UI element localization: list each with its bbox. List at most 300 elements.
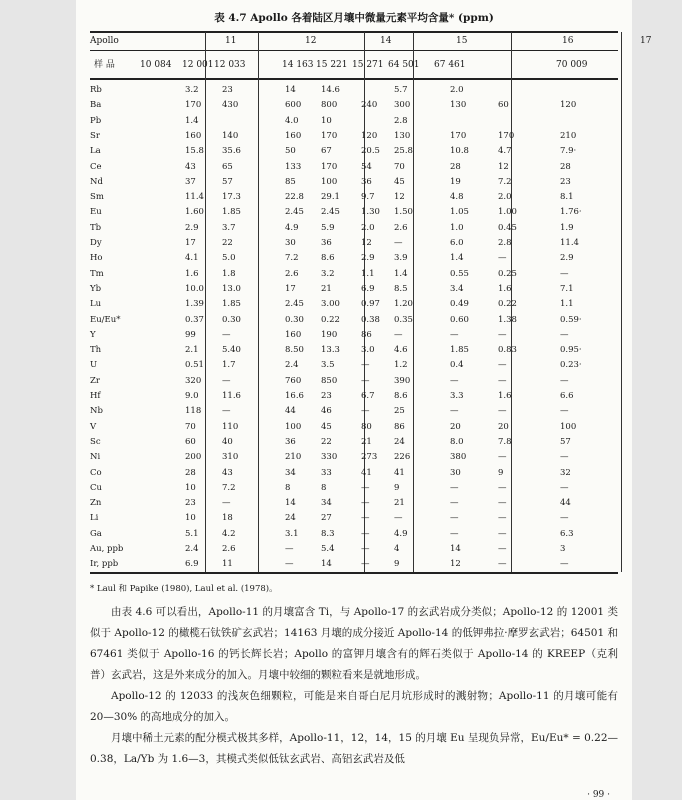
table-cell: 0.55	[450, 268, 469, 279]
table-cell: 18	[222, 513, 233, 524]
element-label: La	[90, 146, 101, 157]
header-sample: 67 461	[434, 60, 466, 70]
table-cell: 7.2	[222, 482, 236, 493]
table-cell: 1.05	[450, 207, 469, 218]
table-cell: —	[361, 513, 370, 524]
table-cell: 4.2	[222, 528, 236, 539]
table-cell: 2.9	[185, 222, 199, 233]
element-label: Hf	[90, 391, 101, 401]
table-cell: —	[450, 375, 459, 386]
element-label: Ho	[90, 253, 103, 264]
table-cell: 12	[394, 192, 405, 203]
table-cell: 50	[285, 146, 296, 157]
table-cell: —	[222, 375, 231, 386]
table-cell: 0.30	[222, 314, 241, 325]
table-cell: 28	[185, 467, 196, 478]
element-label: Eu/Eu*	[90, 314, 121, 325]
table-cell: 160	[185, 130, 202, 141]
table-cell: 4.9	[394, 528, 408, 539]
table-cell: 12	[361, 238, 372, 248]
table-cell: 24	[394, 436, 405, 447]
table-cell: 23	[185, 498, 196, 509]
table-cell: 13.3	[321, 345, 340, 356]
table-cell: 70	[394, 161, 405, 172]
table-cell: 99	[185, 329, 196, 340]
table-cell: —	[498, 528, 507, 539]
table-cell: 14	[321, 559, 332, 570]
element-label: Pb	[90, 115, 102, 126]
table-cell: 273	[361, 452, 378, 463]
table-cell: —	[450, 513, 459, 524]
table-cell: 0.35	[394, 314, 413, 325]
table-cell: 1.38	[498, 314, 517, 325]
table-cell: 20	[450, 421, 461, 432]
table-cell: 2.45	[285, 207, 304, 218]
element-label: Co	[90, 467, 102, 478]
element-label: Sc	[90, 436, 101, 447]
table-cell: 23	[321, 391, 332, 401]
table-cell: 4.7	[498, 146, 512, 157]
table-cell: 14	[285, 498, 296, 509]
table-cell: 1.4	[185, 115, 199, 126]
header-mission: 12	[305, 36, 317, 46]
table-cell: 2.8	[498, 238, 512, 248]
table-cell: 2.6	[222, 544, 236, 554]
table-cell: 35.6	[222, 146, 241, 157]
table-cell: 133	[285, 161, 302, 172]
table-cell: 45	[394, 176, 405, 187]
element-label: Yb	[90, 283, 102, 294]
table-cell: 1.8	[222, 268, 236, 279]
col-divider	[258, 32, 259, 572]
element-label: Dy	[90, 238, 102, 248]
table-cell: 33	[321, 467, 332, 478]
table-cell: 37	[185, 176, 196, 187]
table-cell: 1.1	[361, 268, 375, 279]
table-cell: 120	[361, 130, 378, 141]
table-cell: —	[560, 513, 569, 524]
table-cell: —	[361, 559, 370, 570]
table-cell: 4.1	[185, 253, 199, 264]
table-cell: —	[285, 544, 294, 554]
table-cell: 10	[185, 482, 196, 493]
element-label: U	[90, 360, 98, 371]
element-label: Sm	[90, 192, 104, 203]
table-cell: 14	[450, 544, 461, 554]
table-cell: 10.0	[185, 283, 204, 294]
table-cell: 5.7	[394, 85, 408, 95]
body-text	[90, 602, 618, 770]
table-cell: 2.6	[394, 222, 408, 233]
element-label: Zr	[90, 375, 100, 386]
table-cell: 1.85	[450, 345, 469, 356]
table-cell: 0.25	[498, 268, 517, 279]
table-cell: 2.0	[450, 85, 464, 95]
header-sample-label: 样 品	[94, 60, 115, 70]
table-cell: 11.4	[560, 238, 579, 248]
table-cell: 8.1	[560, 192, 574, 203]
table-cell: 9	[498, 467, 504, 478]
table-cell: 41	[361, 467, 372, 478]
table-cell: 6.6	[560, 391, 574, 401]
table-cell: —	[361, 406, 370, 417]
header-sample: 15 271	[352, 60, 384, 70]
paragraph: Apollo-12 的 12033 的浅灰色细颗粒，可能是来自哥白尼月坑形成时的溅射物；Apollo-11 的月壤可能有 20—30% 的高地成分的加入。	[90, 690, 618, 723]
table-cell: 34	[285, 467, 296, 478]
table-cell: —	[222, 329, 231, 340]
col-divider	[205, 32, 206, 572]
table-cell: —	[450, 406, 459, 417]
header-sample: 64 501	[388, 60, 420, 70]
table-cell: 1.6	[498, 391, 512, 401]
element-label: Ni	[90, 452, 101, 463]
table-cell: 170	[321, 161, 338, 172]
table-cell: 9.7	[361, 192, 375, 203]
table-cell: —	[498, 360, 507, 371]
table-cell: 140	[222, 130, 239, 141]
table-cell: —	[285, 559, 294, 570]
header-mission: 11	[225, 36, 237, 46]
table-cell: 15.8	[185, 146, 204, 157]
table-cell: 190	[321, 329, 338, 340]
table-cell: 40	[222, 436, 233, 447]
element-label: Eu	[90, 207, 102, 218]
table-cell: 6.9	[185, 559, 199, 570]
table-cell: —	[450, 528, 459, 539]
table-cell: 7.1	[560, 283, 574, 294]
element-label: Ga	[90, 528, 102, 539]
element-label: Tm	[90, 268, 104, 279]
table-cell: 36	[321, 238, 332, 248]
table-cell: 170	[185, 100, 202, 111]
table-cell: 10	[185, 513, 196, 524]
table-cell: 1.7	[222, 360, 236, 371]
table-cell: 86	[361, 329, 372, 340]
table-cell: —	[498, 498, 507, 509]
table-cell: 43	[222, 467, 233, 478]
table-cell: 1.1	[560, 299, 574, 310]
table-cell: 60	[498, 100, 509, 111]
table-cell: 17	[285, 283, 296, 294]
table-cell: 22	[321, 436, 332, 447]
table-cell: 0.22	[321, 314, 340, 325]
table-cell: 1.4	[450, 253, 464, 264]
table-cell: 5.40	[222, 345, 241, 356]
table-cell: 34	[321, 498, 332, 509]
table-cell: 28	[450, 161, 461, 172]
table-cell: 2.8	[394, 115, 408, 126]
table-cell: 100	[560, 421, 577, 432]
table-cell: 3.0	[361, 345, 375, 356]
table-cell: 210	[560, 130, 577, 141]
table-cell: —	[560, 329, 569, 340]
table-cell: 9	[394, 482, 400, 493]
page-number: · 99 ·	[587, 790, 610, 800]
table-cell: 80	[361, 421, 372, 432]
element-label: Th	[90, 345, 102, 356]
table-cell: —	[498, 406, 507, 417]
table-cell: 46	[321, 406, 332, 417]
element-label: Ce	[90, 161, 102, 172]
table-cell: —	[498, 375, 507, 386]
table-cell: 0.23·	[560, 360, 582, 371]
table-cell: —	[361, 544, 370, 554]
table-cell: 22.8	[285, 192, 304, 203]
element-label: Rb	[90, 85, 102, 95]
table-cell: —	[222, 406, 231, 417]
table-cell: 44	[560, 498, 571, 509]
table-cell: 0.38	[361, 314, 380, 325]
table-cell: 5.4	[321, 544, 335, 554]
table-cell: 2.1	[185, 345, 199, 356]
table-cell: 170	[498, 130, 515, 141]
table-cell: —	[498, 253, 507, 264]
table-cell: 4.6	[394, 345, 408, 356]
table-cell: —	[498, 329, 507, 340]
table-cell: —	[361, 498, 370, 509]
table-cell: 0.97	[361, 299, 380, 310]
table-cell: 60	[185, 436, 196, 447]
element-label: Y	[90, 329, 96, 340]
table-cell: 1.50	[394, 207, 413, 218]
table-cell: 8.50	[285, 345, 304, 356]
table-cell: 8.5	[394, 283, 408, 294]
header-mission: 15	[456, 36, 468, 46]
table-cell: 4.8	[450, 192, 464, 203]
table-cell: 310	[222, 452, 239, 463]
table-cell: —	[560, 406, 569, 417]
table-cell: —	[560, 482, 569, 493]
table-cell: 170	[450, 130, 467, 141]
table-cell: —	[394, 238, 403, 248]
table-cell: 210	[285, 452, 302, 463]
table-cell: 1.60	[185, 207, 204, 218]
table-cell: 11	[222, 559, 233, 570]
table-cell: 760	[285, 375, 302, 386]
table-cell: 200	[185, 452, 202, 463]
table-cell: 3	[560, 544, 566, 554]
table-cell: 24	[285, 513, 296, 524]
table-cell: —	[560, 268, 569, 279]
table-cell: 16.6	[285, 391, 304, 401]
table-cell: 4.0	[285, 115, 299, 126]
table-cell: 380	[450, 452, 467, 463]
table-cell: 8.6	[394, 391, 408, 401]
table-cell: 160	[285, 130, 302, 141]
header-divider	[90, 50, 618, 51]
table-cell: 3.00	[321, 299, 340, 310]
table-cell: 2.0	[361, 222, 375, 233]
table-cell: 240	[361, 100, 378, 111]
header-apollo-label: Apollo	[90, 36, 119, 46]
table-cell: 86	[394, 421, 405, 432]
table-cell: 4	[394, 544, 400, 554]
table-cell: 12	[498, 161, 509, 172]
table-cell: 1.20	[394, 299, 413, 310]
table-cell: 30	[450, 467, 461, 478]
table-cell: 0.60	[450, 314, 469, 325]
sample-divider	[90, 78, 618, 80]
table-cell: 17	[185, 238, 196, 248]
table-cell: 1.6	[185, 268, 199, 279]
table-cell: —	[498, 559, 507, 570]
element-label: Tb	[90, 222, 102, 233]
table-cell: 32	[560, 467, 571, 478]
table-cell: 30	[285, 238, 296, 248]
table-cell: 0.95·	[560, 345, 582, 356]
table-cell: 3.5	[321, 360, 335, 371]
paragraph: 月壤中稀土元素的配分模式极其多样，Apollo-11，12，14，15 的月壤 Eu 呈现负异常，Eu/Eu* = 0.22—0.38，La/Yb 为 1.6—3，其模式类似低钛玄武岩、高铝玄武岩及低	[90, 732, 618, 765]
element-label: Nd	[90, 176, 103, 187]
element-label: Cu	[90, 482, 102, 493]
table-cell: 25.8	[394, 146, 413, 157]
table-cell: 14.6	[321, 85, 340, 95]
table-cell: 6.3	[560, 528, 574, 539]
table-cell: 2.45	[285, 299, 304, 310]
table-cell: 3.2	[185, 85, 199, 95]
table-cell: 100	[321, 176, 338, 187]
table-cell: 20.5	[361, 146, 380, 157]
table-cell: 45	[321, 421, 332, 432]
table-cell: 320	[185, 375, 202, 386]
table-cell: 1.30	[361, 207, 380, 218]
table-cell: 226	[394, 452, 411, 463]
table-cell: —	[222, 498, 231, 509]
table-cell: 21	[321, 283, 332, 294]
table-cell: 170	[321, 130, 338, 141]
table-cell: 3.1	[285, 528, 299, 539]
table-cell: 8.6	[321, 253, 335, 264]
table-cell: —	[361, 482, 370, 493]
table-cell: 70	[185, 421, 196, 432]
table-cell: 1.4	[394, 268, 408, 279]
table-cell: 65	[222, 161, 233, 172]
paragraph: 由表 4.6 可以看出，Apollo-11 的月壤富含 Ti，与 Apollo-17 的玄武岩成分类似；Apollo-12 的 12001 类似于 Apollo-12 的橄榄石钛铁矿玄武岩；14163 月壤的成分接近 Apollo-14 的低钾弗拉·摩罗玄武岩；64501 和 67461 类似于 Apollo-16 的钙长辉长岩；Apollo 的富钾月壤含有的辉石类似于 Apollo-14 的 KREEP（克利普）玄武岩，这是外来成分的加入。月壤中较细的颗粒看来是就地形成。	[90, 606, 618, 681]
table-cell: 12	[450, 559, 461, 570]
table-cell: —	[394, 513, 403, 524]
element-label: Nb	[90, 406, 103, 417]
table-cell: 22	[222, 238, 233, 248]
table-footnote: * Laul 和 Papike (1980), Laul et al. (1978)。	[90, 584, 278, 594]
table-cell: 3.7	[222, 222, 236, 233]
table-cell: —	[560, 559, 569, 570]
table-cell: 1.0	[450, 222, 464, 233]
table-cell: 0.45	[498, 222, 517, 233]
table-cell: 3.2	[321, 268, 335, 279]
table-cell: 8	[285, 482, 291, 493]
element-label: Sr	[90, 130, 100, 141]
table-cell: 0.22	[498, 299, 517, 310]
table-cell: 10.8	[450, 146, 469, 157]
header-sample: 12 001	[182, 60, 214, 70]
table-cell: 600	[285, 100, 302, 111]
table-cell: 1.85	[222, 207, 241, 218]
table-cell: 3.4	[450, 283, 464, 294]
table-cell: 330	[321, 452, 338, 463]
header-sample: 14 163	[282, 60, 314, 70]
table-cell: 0.30	[285, 314, 304, 325]
table-cell: 13.0	[222, 283, 241, 294]
table-cell: 1.6	[498, 283, 512, 294]
book-page	[76, 0, 652, 800]
table-cell: 27	[321, 513, 332, 524]
table-cell: 8	[321, 482, 327, 493]
table-cell: 850	[321, 375, 338, 386]
table-cell: 7.9·	[560, 146, 577, 157]
table-cell: 2.45	[321, 207, 340, 218]
table-cell: 0.59·	[560, 314, 582, 325]
table-cell: 100	[285, 421, 302, 432]
table-cell: 57	[560, 436, 571, 447]
table-cell: 6.7	[361, 391, 375, 401]
table-cell: 23	[560, 176, 571, 187]
element-label: Au, ppb	[90, 544, 124, 554]
table-cell: 36	[361, 176, 372, 187]
table-cell: 4.9	[285, 222, 299, 233]
table-cell: 7.8	[498, 436, 512, 447]
table-cell: 110	[222, 421, 239, 432]
table-cell: 7.2	[285, 253, 299, 264]
table-cell: 0.49	[450, 299, 469, 310]
table-cell: 41	[394, 467, 405, 478]
table-cell: 28	[560, 161, 571, 172]
table-cell: —	[394, 329, 403, 340]
table-cell: 54	[361, 161, 372, 172]
table-cell: 2.4	[285, 360, 299, 371]
table-cell: 3.3	[450, 391, 464, 401]
header-sample: 12 033	[214, 60, 246, 70]
table-cell: 21	[361, 436, 372, 447]
table-cell: —	[450, 329, 459, 340]
col-divider	[621, 32, 622, 572]
table-cell: 0.4	[450, 360, 464, 371]
table-cell: 21	[394, 498, 405, 509]
table-cell: 57	[222, 176, 233, 187]
table-cell: 17.3	[222, 192, 241, 203]
table-cell: —	[498, 452, 507, 463]
table-cell: 11.6	[222, 391, 241, 401]
table-cell: 19	[450, 176, 461, 187]
table-cell: 120	[560, 100, 577, 111]
header-sample: 10 084	[140, 60, 172, 70]
table-cell: —	[361, 375, 370, 386]
table-cell: 44	[285, 406, 296, 417]
element-label: Ir, ppb	[90, 559, 119, 570]
table-cell: 130	[450, 100, 467, 111]
table-cell: 10	[321, 115, 332, 126]
table-cell: 300	[394, 100, 411, 111]
table-cell: 2.9	[560, 253, 574, 264]
table-bottom-rule	[90, 572, 618, 574]
header-mission: 17	[640, 36, 652, 46]
table-cell: —	[560, 452, 569, 463]
table-cell: —	[361, 360, 370, 371]
table-cell: 2.0	[498, 192, 512, 203]
table-cell: —	[361, 528, 370, 539]
table-cell: 11.4	[185, 192, 204, 203]
table-cell: 43	[185, 161, 196, 172]
table-cell: 5.9	[321, 222, 335, 233]
table-title: 表 4.7 Apollo 各着陆区月壤中微量元素平均含量* (ppm)	[214, 12, 494, 24]
table-cell: 25	[394, 406, 405, 417]
table-cell: —	[560, 375, 569, 386]
table-cell: 5.0	[222, 253, 236, 264]
table-cell: 1.39	[185, 299, 204, 310]
table-cell: 0.83	[498, 345, 517, 356]
table-cell: —	[498, 513, 507, 524]
table-cell: 9	[394, 559, 400, 570]
table-cell: —	[450, 482, 459, 493]
